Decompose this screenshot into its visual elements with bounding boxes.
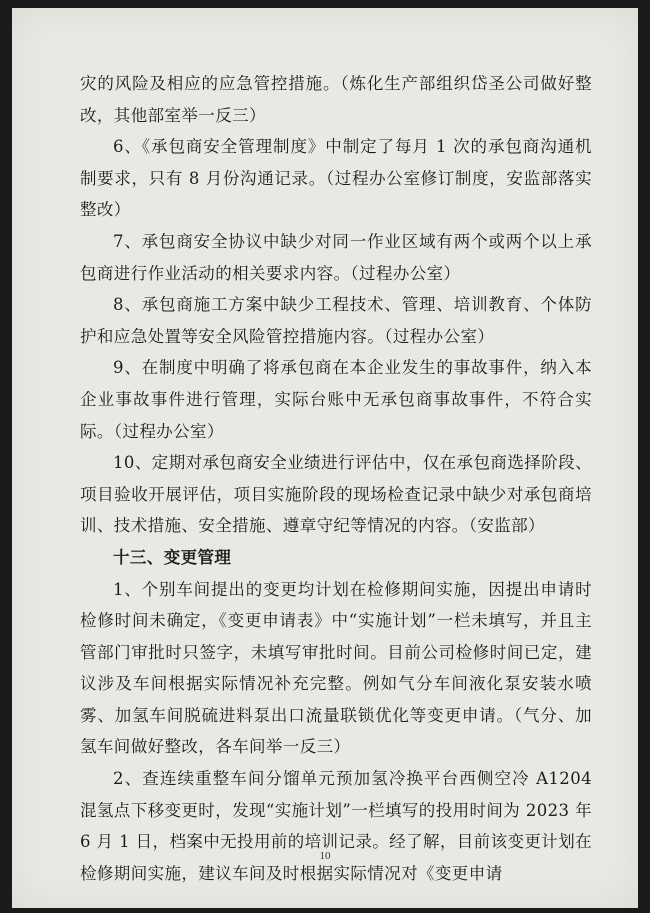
document-body: [80, 68, 592, 889]
paragraph-item-7: 7、承包商安全协议中缺少对同一作业区域有两个或两个以上承包商进行作业活动的相关要求内容。（过程办公室）: [80, 231, 592, 283]
page-number: 10: [319, 850, 331, 862]
section-paragraph-1: 1、个别车间提出的变更均计划在检修期间实施，因提出申请时检修时间未确定，《变更申请表》中“实施计划”一栏未填写，并且主管部门审批时只签字，未填写审批时间。目前公司检修时间已定，建议涉及车间根据实际情况补充完整。例如气分车间液化泵安装水喷雾、加氢车间脱硫进料泵出口流量联锁优化等变更申请。（气分、加氢车间做好整改，各车间举一反三）: [80, 579, 592, 757]
paragraph-item-10: 10、定期对承包商安全业绩进行评估中，仅在承包商选择阶段、项目验收开展评估，项目实施阶段的现场检查记录中缺少对承包商培训、技术措施、安全措施、遵章守纪等情况的内容。（安监部）: [80, 453, 592, 536]
paragraph-continued: 灾的风险及相应的应急管控措施。（炼化生产部组织岱圣公司做好整改，其他部室举一反三）: [80, 74, 592, 125]
section-heading: 十三、变更管理: [113, 547, 232, 567]
document-page: [12, 8, 638, 908]
paragraph-item-9: 9、在制度中明确了将承包商在本企业发生的事故事件，纳入本企业事故事件进行管理，实际台账中无承包商事故事件，不符合实际。（过程办公室）: [80, 358, 592, 441]
section-paragraph-2: 2、查连续重整车间分馏单元预加氢冷换平台西侧空冷 A1204 混氢点下移变更时，发现“实施计划”一栏填写的投用时间为 2023 年 6 月 1 日，档案中无投用前的培训记录。经了解，目前该变更计划在检修期间实施，建议车间及时根据实际情况对《变更申请: [80, 769, 592, 883]
paragraph-item-6: 6、《承包商安全管理制度》中制定了每月 1 次的承包商沟通机制要求，只有 8 月份沟通记录。（过程办公室修订制度，安监部落实整改）: [80, 137, 592, 220]
paragraph-item-8: 8、承包商施工方案中缺少工程技术、管理、培训教育、个体防护和应急处置等安全风险管控措施内容。（过程办公室）: [80, 295, 592, 346]
